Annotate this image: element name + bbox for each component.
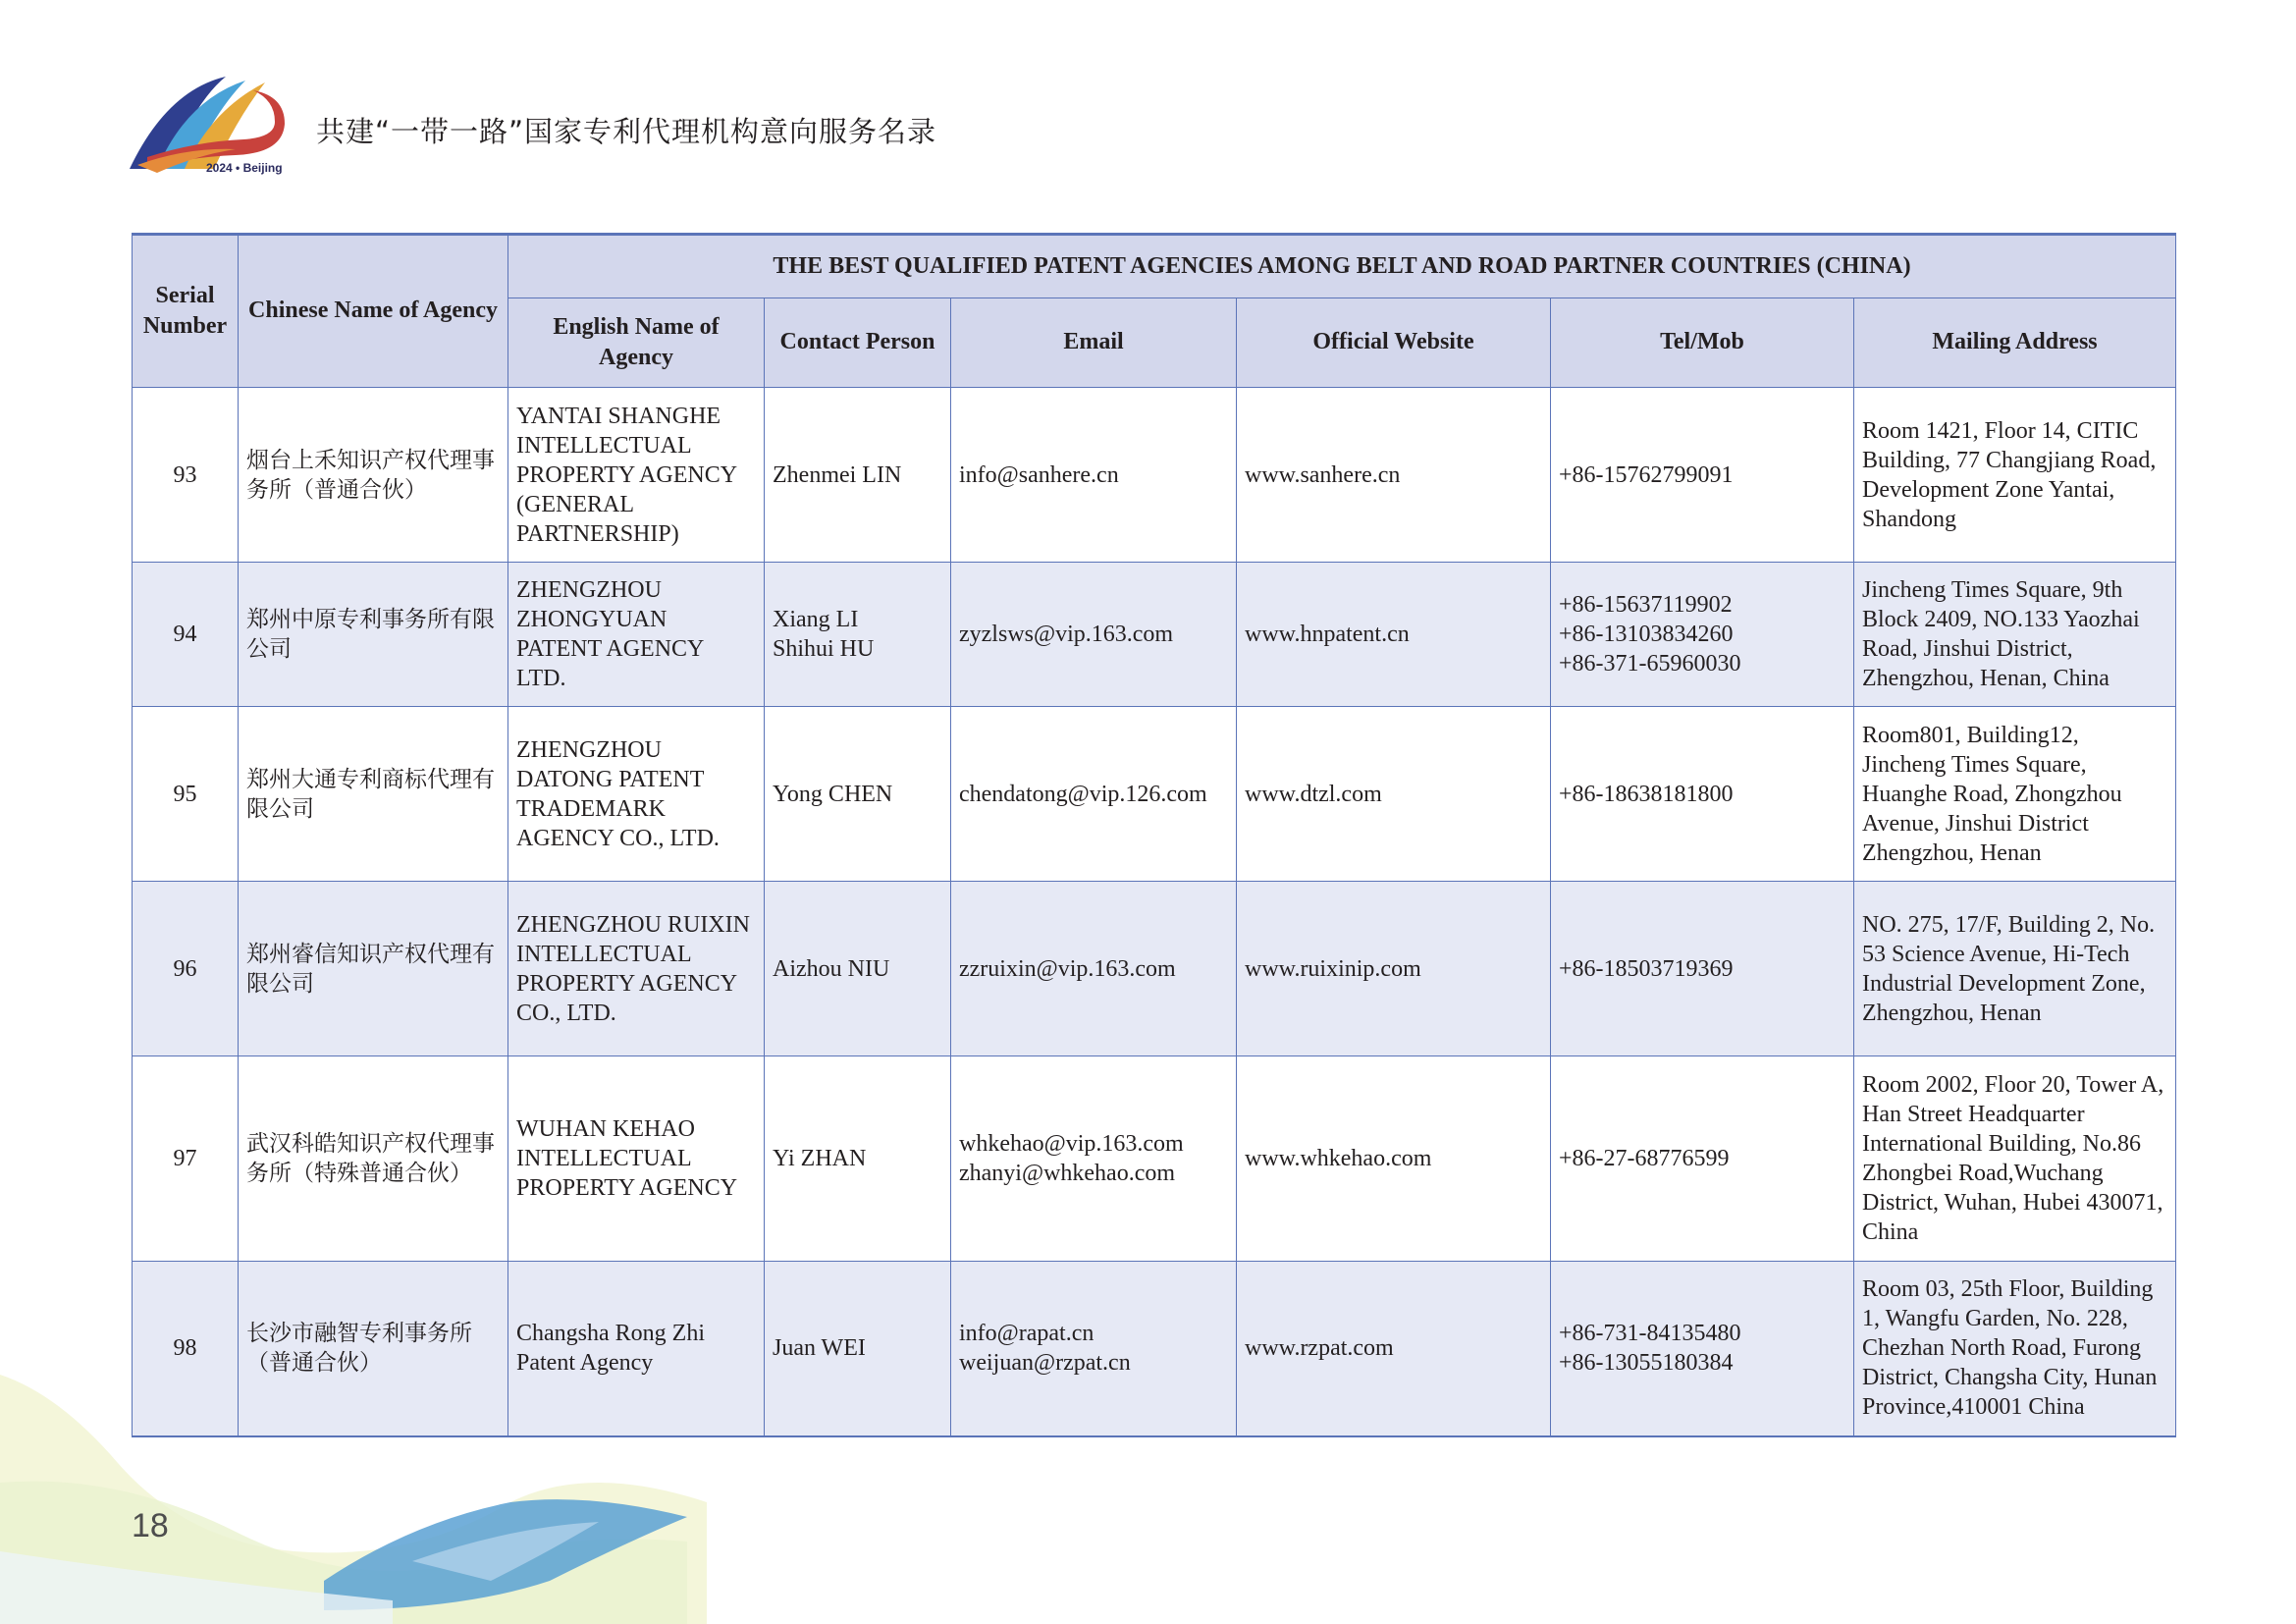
website-link[interactable]: www.whkehao.com <box>1245 1146 1432 1171</box>
website-link[interactable]: www.dtzl.com <box>1245 781 1382 807</box>
tel-cell <box>1551 563 1854 707</box>
contact-person: Yi ZHAN <box>773 1146 867 1171</box>
website-link[interactable]: www.sanhere.cn <box>1245 461 1401 488</box>
website-cell <box>1237 882 1551 1056</box>
tel-cell <box>1551 1262 1854 1436</box>
tel-number: +86-27-68776599 <box>1559 1146 1730 1171</box>
tel-number: +86-371-65960030 <box>1559 651 1741 677</box>
email-link[interactable]: zzruixin@vip.163.com <box>959 955 1176 982</box>
serial-cell: 98 <box>133 1262 239 1436</box>
email-link[interactable]: chendatong@vip.126.com <box>959 781 1207 807</box>
col-header-website: Official Website <box>1237 298 1551 388</box>
address-cell: Room 03, 25th Floor, Building 1, Wangfu Garden, No. 228, Chezhan North Road, Furong District, Changsha City, Hunan Province,410001 China <box>1854 1262 2176 1436</box>
serial-cell: 97 <box>133 1056 239 1262</box>
website-cell <box>1237 388 1551 563</box>
contact-cell <box>765 388 951 563</box>
email-cell <box>951 707 1237 882</box>
english-name-cell: Changsha Rong Zhi Patent Agency <box>508 1262 765 1436</box>
chinese-name-cell: 郑州中原专利事务所有限公司 <box>239 563 508 707</box>
english-name-cell: ZHENGZHOU ZHONGYUAN PATENT AGENCY LTD. <box>508 563 765 707</box>
email-cell <box>951 563 1237 707</box>
email-cell <box>951 1056 1237 1262</box>
english-name-cell: ZHENGZHOU DATONG PATENT TRADEMARK AGENCY CO., LTD. <box>508 707 765 882</box>
contact-person: Shihui HU <box>773 636 875 662</box>
website-cell <box>1237 1262 1551 1436</box>
email-link[interactable]: zhanyi@whkehao.com <box>959 1161 1176 1186</box>
address-cell: Room 1421, Floor 14, CITIC Building, 77 Changjiang Road, Development Zone Yantai, Shandong <box>1854 388 2176 563</box>
tel-number: +86-18638181800 <box>1559 781 1734 807</box>
serial-cell: 96 <box>133 882 239 1056</box>
email-link[interactable]: info@rapat.cn <box>959 1321 1095 1347</box>
website-link[interactable]: www.ruixinip.com <box>1245 955 1421 982</box>
decorative-wave-icon <box>0 1355 746 1624</box>
chinese-name-cell: 郑州睿信知识产权代理有限公司 <box>239 882 508 1056</box>
email-link[interactable]: zyzlsws@vip.163.com <box>959 622 1174 647</box>
tel-number: +86-13055180384 <box>1559 1350 1734 1377</box>
english-name-cell: ZHENGZHOU RUIXIN INTELLECTUAL PROPERTY AGENCY CO., LTD. <box>508 882 765 1056</box>
chinese-name-cell: 长沙市融智专利事务所（普通合伙） <box>239 1262 508 1436</box>
serial-cell: 94 <box>133 563 239 707</box>
serial-cell: 93 <box>133 388 239 563</box>
contact-cell <box>765 707 951 882</box>
email-cell <box>951 1262 1237 1436</box>
chinese-name-cell: 郑州大通专利商标代理有限公司 <box>239 707 508 882</box>
table-row <box>133 882 2176 1056</box>
address-cell: NO. 275, 17/F, Building 2, No. 53 Science Avenue, Hi-Tech Industrial Development Zone, Zhengzhou, Henan <box>1854 882 2176 1056</box>
english-name-cell: YANTAI SHANGHE INTELLECTUAL PROPERTY AGENCY (GENERAL PARTNERSHIP) <box>508 388 765 563</box>
serial-cell: 95 <box>133 707 239 882</box>
email-link[interactable]: whkehao@vip.163.com <box>959 1131 1184 1157</box>
contact-cell <box>765 563 951 707</box>
contact-cell <box>765 882 951 1056</box>
contact-person: Aizhou NIU <box>773 955 890 982</box>
col-header-serial: Serial Number <box>133 235 239 388</box>
col-header-chinese-name: Chinese Name of Agency <box>239 235 508 388</box>
tel-cell <box>1551 882 1854 1056</box>
email-cell <box>951 388 1237 563</box>
contact-person: Xiang LI <box>773 607 859 632</box>
col-header-address: Mailing Address <box>1854 298 2176 388</box>
website-link[interactable]: www.hnpatent.cn <box>1245 622 1410 647</box>
email-cell <box>951 882 1237 1056</box>
table-row <box>133 563 2176 707</box>
tel-cell <box>1551 388 1854 563</box>
col-header-english-name: English Name of Agency <box>508 298 765 388</box>
contact-cell <box>765 1056 951 1262</box>
address-cell: Room801, Building12, Jincheng Times Square, Huanghe Road, Zhongzhou Avenue, Jinshui District Zhengzhou, Henan <box>1854 707 2176 882</box>
table-row <box>133 388 2176 563</box>
table-row <box>133 707 2176 882</box>
email-link[interactable]: weijuan@rzpat.cn <box>959 1350 1131 1377</box>
address-cell: Jincheng Times Square, 9th Block 2409, NO.133 Yaozhai Road, Jinshui District, Zhengzhou, Henan, China <box>1854 563 2176 707</box>
table-row <box>133 1056 2176 1262</box>
table-group-header: THE BEST QUALIFIED PATENT AGENCIES AMONG BELT AND ROAD PARTNER COUNTRIES (CHINA) <box>508 235 2176 298</box>
contact-person: Zhenmei LIN <box>773 461 902 488</box>
address-cell: Room 2002, Floor 20, Tower A, Han Street Headquarter International Building, No.86 Zhongbei Road,Wuchang District, Wuhan, Hubei 430071, China <box>1854 1056 2176 1262</box>
website-cell <box>1237 707 1551 882</box>
tel-number: +86-15762799091 <box>1559 461 1734 488</box>
website-cell <box>1237 563 1551 707</box>
page-number: 18 <box>132 1507 169 1544</box>
tel-cell <box>1551 707 1854 882</box>
contact-person: Yong CHEN <box>773 781 893 807</box>
col-header-tel: Tel/Mob <box>1551 298 1854 388</box>
col-header-email: Email <box>951 298 1237 388</box>
tel-number: +86-731-84135480 <box>1559 1321 1741 1347</box>
page-header-title: 共建“一带一路”国家专利代理机构意向服务名录 <box>316 115 937 148</box>
tel-cell <box>1551 1056 1854 1262</box>
english-name-cell: WUHAN KEHAO INTELLECTUAL PROPERTY AGENCY <box>508 1056 765 1262</box>
tel-number: +86-15637119902 <box>1559 592 1733 618</box>
logo-caption: 2024 • Beijing <box>206 161 283 175</box>
chinese-name-cell: 烟台上禾知识产权代理事务所（普通合伙） <box>239 388 508 563</box>
contact-cell <box>765 1262 951 1436</box>
chinese-name-cell: 武汉科皓知识产权代理事务所（特殊普通合伙） <box>239 1056 508 1262</box>
email-link[interactable]: info@sanhere.cn <box>959 461 1119 488</box>
tel-number: +86-18503719369 <box>1559 955 1734 982</box>
tel-number: +86-13103834260 <box>1559 622 1734 647</box>
website-cell <box>1237 1056 1551 1262</box>
website-link[interactable]: www.rzpat.com <box>1245 1335 1394 1362</box>
contact-person: Juan WEI <box>773 1335 866 1362</box>
col-header-contact: Contact Person <box>765 298 951 388</box>
patent-agencies-table <box>132 233 2176 1437</box>
